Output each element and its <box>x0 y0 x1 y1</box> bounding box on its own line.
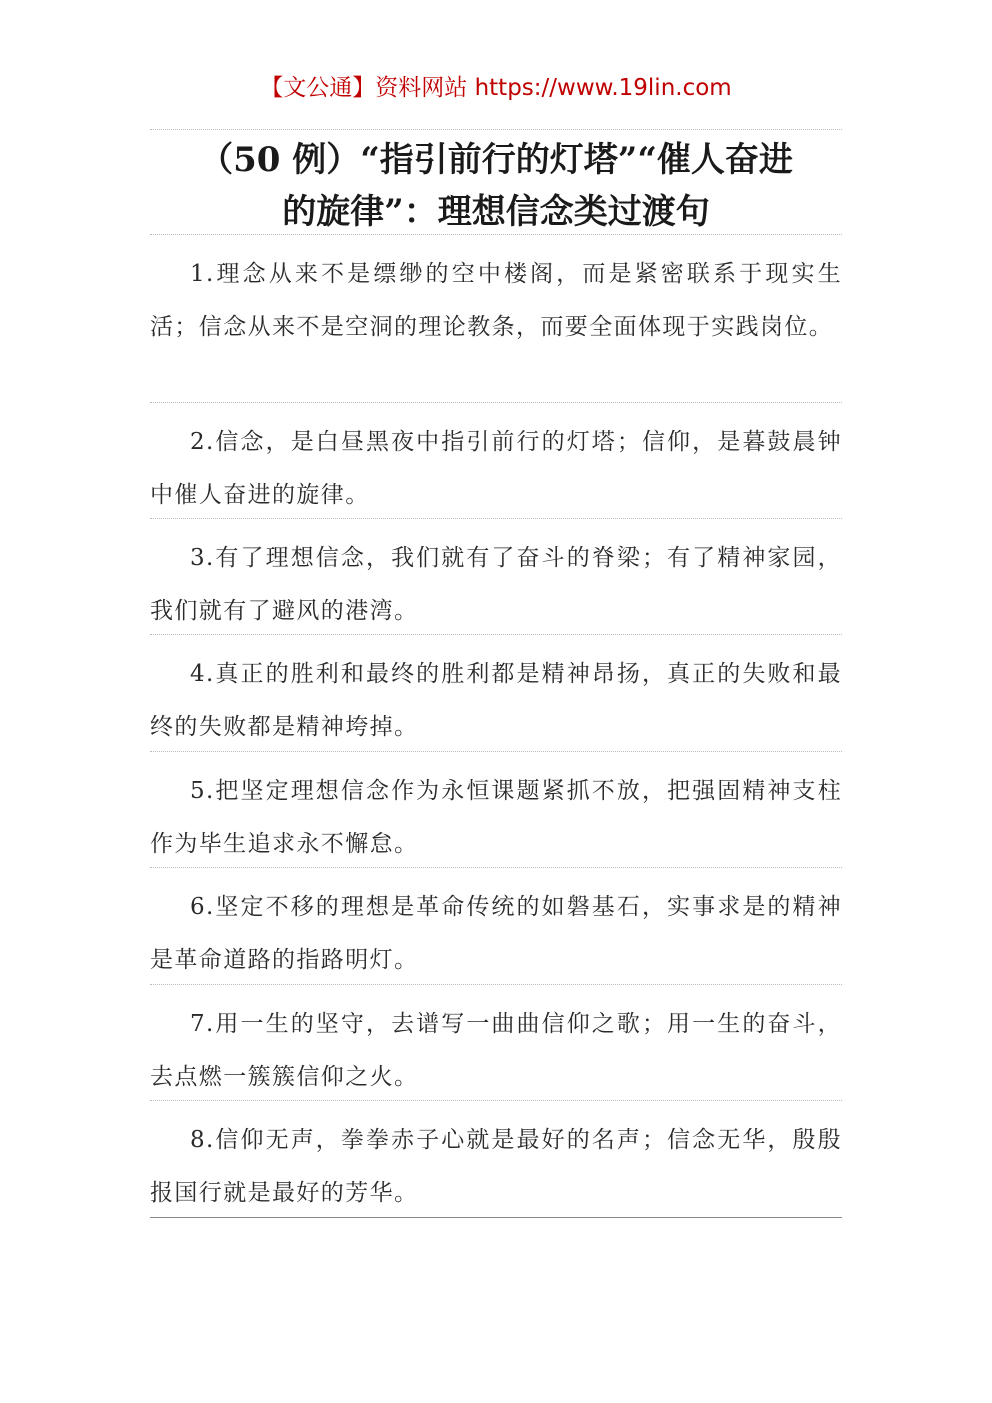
list-item: 6.坚定不移的理想是革命传统的如磐基石，实事求是的精神是革命道路的指路明灯。 <box>150 894 842 973</box>
title-top-divider <box>150 129 842 130</box>
website-header-link[interactable]: 【文公通】资料网站 https://www.19lin.com <box>260 75 732 101</box>
document-title <box>150 134 842 238</box>
item-divider <box>150 1100 842 1101</box>
item-divider <box>150 402 842 403</box>
list-item: 4.真正的胜利和最终的胜利都是精神昂扬，真正的失败和最终的失败都是精神垮掉。 <box>150 661 842 740</box>
title-line-1: （50 例）“指引前行的灯塔”“催人奋进 <box>199 140 793 180</box>
item-divider <box>150 518 842 519</box>
title-line-2: 的旋律”：理想信念类过渡句 <box>282 192 710 232</box>
list-item: 5.把坚定理想信念作为永恒课题紧抓不放，把强固精神支柱作为毕生追求永不懈怠。 <box>150 778 842 857</box>
list-item: 7.用一生的坚守，去谱写一曲曲信仰之歌；用一生的奋斗，去点燃一簇簇信仰之火。 <box>150 1011 842 1090</box>
title-bottom-divider <box>150 234 842 235</box>
item-divider <box>150 867 842 868</box>
list-bottom-divider <box>150 1217 842 1218</box>
list-item: 2.信念，是白昼黑夜中指引前行的灯塔；信仰，是暮鼓晨钟中催人奋进的旋律。 <box>150 429 842 508</box>
list-item: 3.有了理想信念，我们就有了奋斗的脊梁；有了精神家园，我们就有了避风的港湾。 <box>150 545 842 624</box>
list-item: 1.理念从来不是缥缈的空中楼阁，而是紧密联系于现实生活；信念从来不是空洞的理论教条，而要全面体现于实践岗位。 <box>150 261 842 340</box>
item-divider <box>150 751 842 752</box>
item-divider <box>150 634 842 635</box>
list-item: 8.信仰无声，拳拳赤子心就是最好的名声；信念无华，殷殷报国行就是最好的芳华。 <box>150 1127 842 1206</box>
item-divider <box>150 984 842 985</box>
